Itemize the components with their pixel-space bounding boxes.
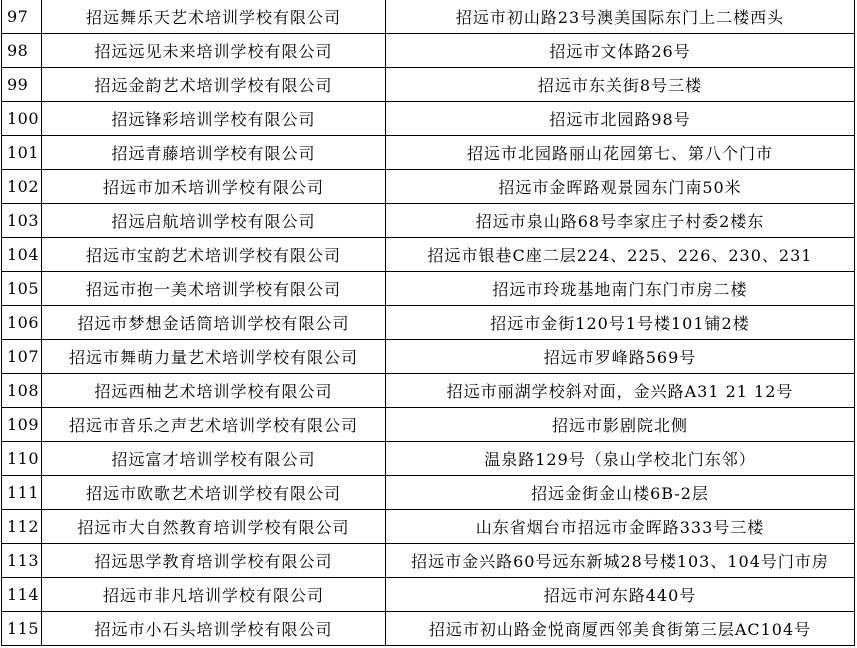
table-row <box>2 544 855 578</box>
school-name: 招远市梦想金话筒培训学校有限公司 <box>42 306 386 340</box>
table-row <box>2 306 855 340</box>
row-number: 107 <box>2 340 42 374</box>
table-row <box>2 102 855 136</box>
school-name: 招远富才培训学校有限公司 <box>42 442 386 476</box>
school-name: 招远市加禾培训学校有限公司 <box>42 170 386 204</box>
table-row <box>2 272 855 306</box>
table-row <box>2 0 855 34</box>
school-address: 山东省烟台市招远市金晖路333号三楼 <box>386 510 855 544</box>
school-name: 招远市音乐之声艺术培训学校有限公司 <box>42 408 386 442</box>
school-address: 招远市金晖路观景园东门南50米 <box>386 170 855 204</box>
row-number: 111 <box>2 476 42 510</box>
school-address: 招远市初山路23号澳美国际东门上二楼西头 <box>386 0 855 34</box>
school-name: 招远青藤培训学校有限公司 <box>42 136 386 170</box>
school-name: 招远市欧歌艺术培训学校有限公司 <box>42 476 386 510</box>
table-row <box>2 238 855 272</box>
school-name: 招远远见未来培训学校有限公司 <box>42 34 386 68</box>
table-row <box>2 442 855 476</box>
school-address: 招远市北园路丽山花园第七、第八个门市 <box>386 136 855 170</box>
table-row <box>2 374 855 408</box>
school-name: 招远市抱一美术培训学校有限公司 <box>42 272 386 306</box>
row-number: 113 <box>2 544 42 578</box>
school-address: 招远市泉山路68号李家庄子村委2楼东 <box>386 204 855 238</box>
school-name: 招远市舞萌力量艺术培训学校有限公司 <box>42 340 386 374</box>
table-row <box>2 170 855 204</box>
school-address: 招远市金兴路60号远东新城28号楼103、104号门市房 <box>386 544 855 578</box>
row-number: 98 <box>2 34 42 68</box>
row-number: 115 <box>2 612 42 646</box>
table-row <box>2 408 855 442</box>
table-row <box>2 578 855 612</box>
table-row <box>2 612 855 646</box>
table-row <box>2 136 855 170</box>
school-address: 招远市北园路98号 <box>386 102 855 136</box>
school-address: 招远市罗峰路569号 <box>386 340 855 374</box>
row-number: 104 <box>2 238 42 272</box>
row-number: 108 <box>2 374 42 408</box>
table-row <box>2 476 855 510</box>
school-address: 招远市金街120号1号楼101铺2楼 <box>386 306 855 340</box>
table-row <box>2 340 855 374</box>
school-name: 招远西柚艺术培训学校有限公司 <box>42 374 386 408</box>
school-name: 招远市大自然教育培训学校有限公司 <box>42 510 386 544</box>
table-row <box>2 510 855 544</box>
school-address: 招远市初山路金悦商厦西邻美食街第三层AC104号 <box>386 612 855 646</box>
school-address: 招远市玲珑基地南门东门市房二楼 <box>386 272 855 306</box>
school-address: 招远市河东路440号 <box>386 578 855 612</box>
table-body <box>2 0 855 646</box>
row-number: 105 <box>2 272 42 306</box>
school-address: 招远市文体路26号 <box>386 34 855 68</box>
row-number: 100 <box>2 102 42 136</box>
school-name: 招远锋彩培训学校有限公司 <box>42 102 386 136</box>
school-address: 招远金街金山楼6B-2层 <box>386 476 855 510</box>
row-number: 101 <box>2 136 42 170</box>
row-number: 106 <box>2 306 42 340</box>
school-name: 招远市非凡培训学校有限公司 <box>42 578 386 612</box>
school-address: 招远市银巷C座二层224、225、226、230、231 <box>386 238 855 272</box>
school-name: 招远金韵艺术培训学校有限公司 <box>42 68 386 102</box>
row-number: 97 <box>2 0 42 34</box>
row-number: 112 <box>2 510 42 544</box>
row-number: 99 <box>2 68 42 102</box>
school-name: 招远舞乐天艺术培训学校有限公司 <box>42 0 386 34</box>
school-name: 招远思学教育培训学校有限公司 <box>42 544 386 578</box>
table-row <box>2 204 855 238</box>
school-list-table <box>1 0 855 646</box>
school-name: 招远市宝韵艺术培训学校有限公司 <box>42 238 386 272</box>
row-number: 114 <box>2 578 42 612</box>
table-row <box>2 34 855 68</box>
row-number: 110 <box>2 442 42 476</box>
table-row <box>2 68 855 102</box>
row-number: 102 <box>2 170 42 204</box>
row-number: 109 <box>2 408 42 442</box>
school-address: 招远市影剧院北侧 <box>386 408 855 442</box>
school-name: 招远启航培训学校有限公司 <box>42 204 386 238</box>
row-number: 103 <box>2 204 42 238</box>
school-name: 招远市小石头培训学校有限公司 <box>42 612 386 646</box>
school-address: 温泉路129号（泉山学校北门东邻） <box>386 442 855 476</box>
school-address: 招远市丽湖学校斜对面，金兴路A31 21 12号 <box>386 374 855 408</box>
school-address: 招远市东关街8号三楼 <box>386 68 855 102</box>
